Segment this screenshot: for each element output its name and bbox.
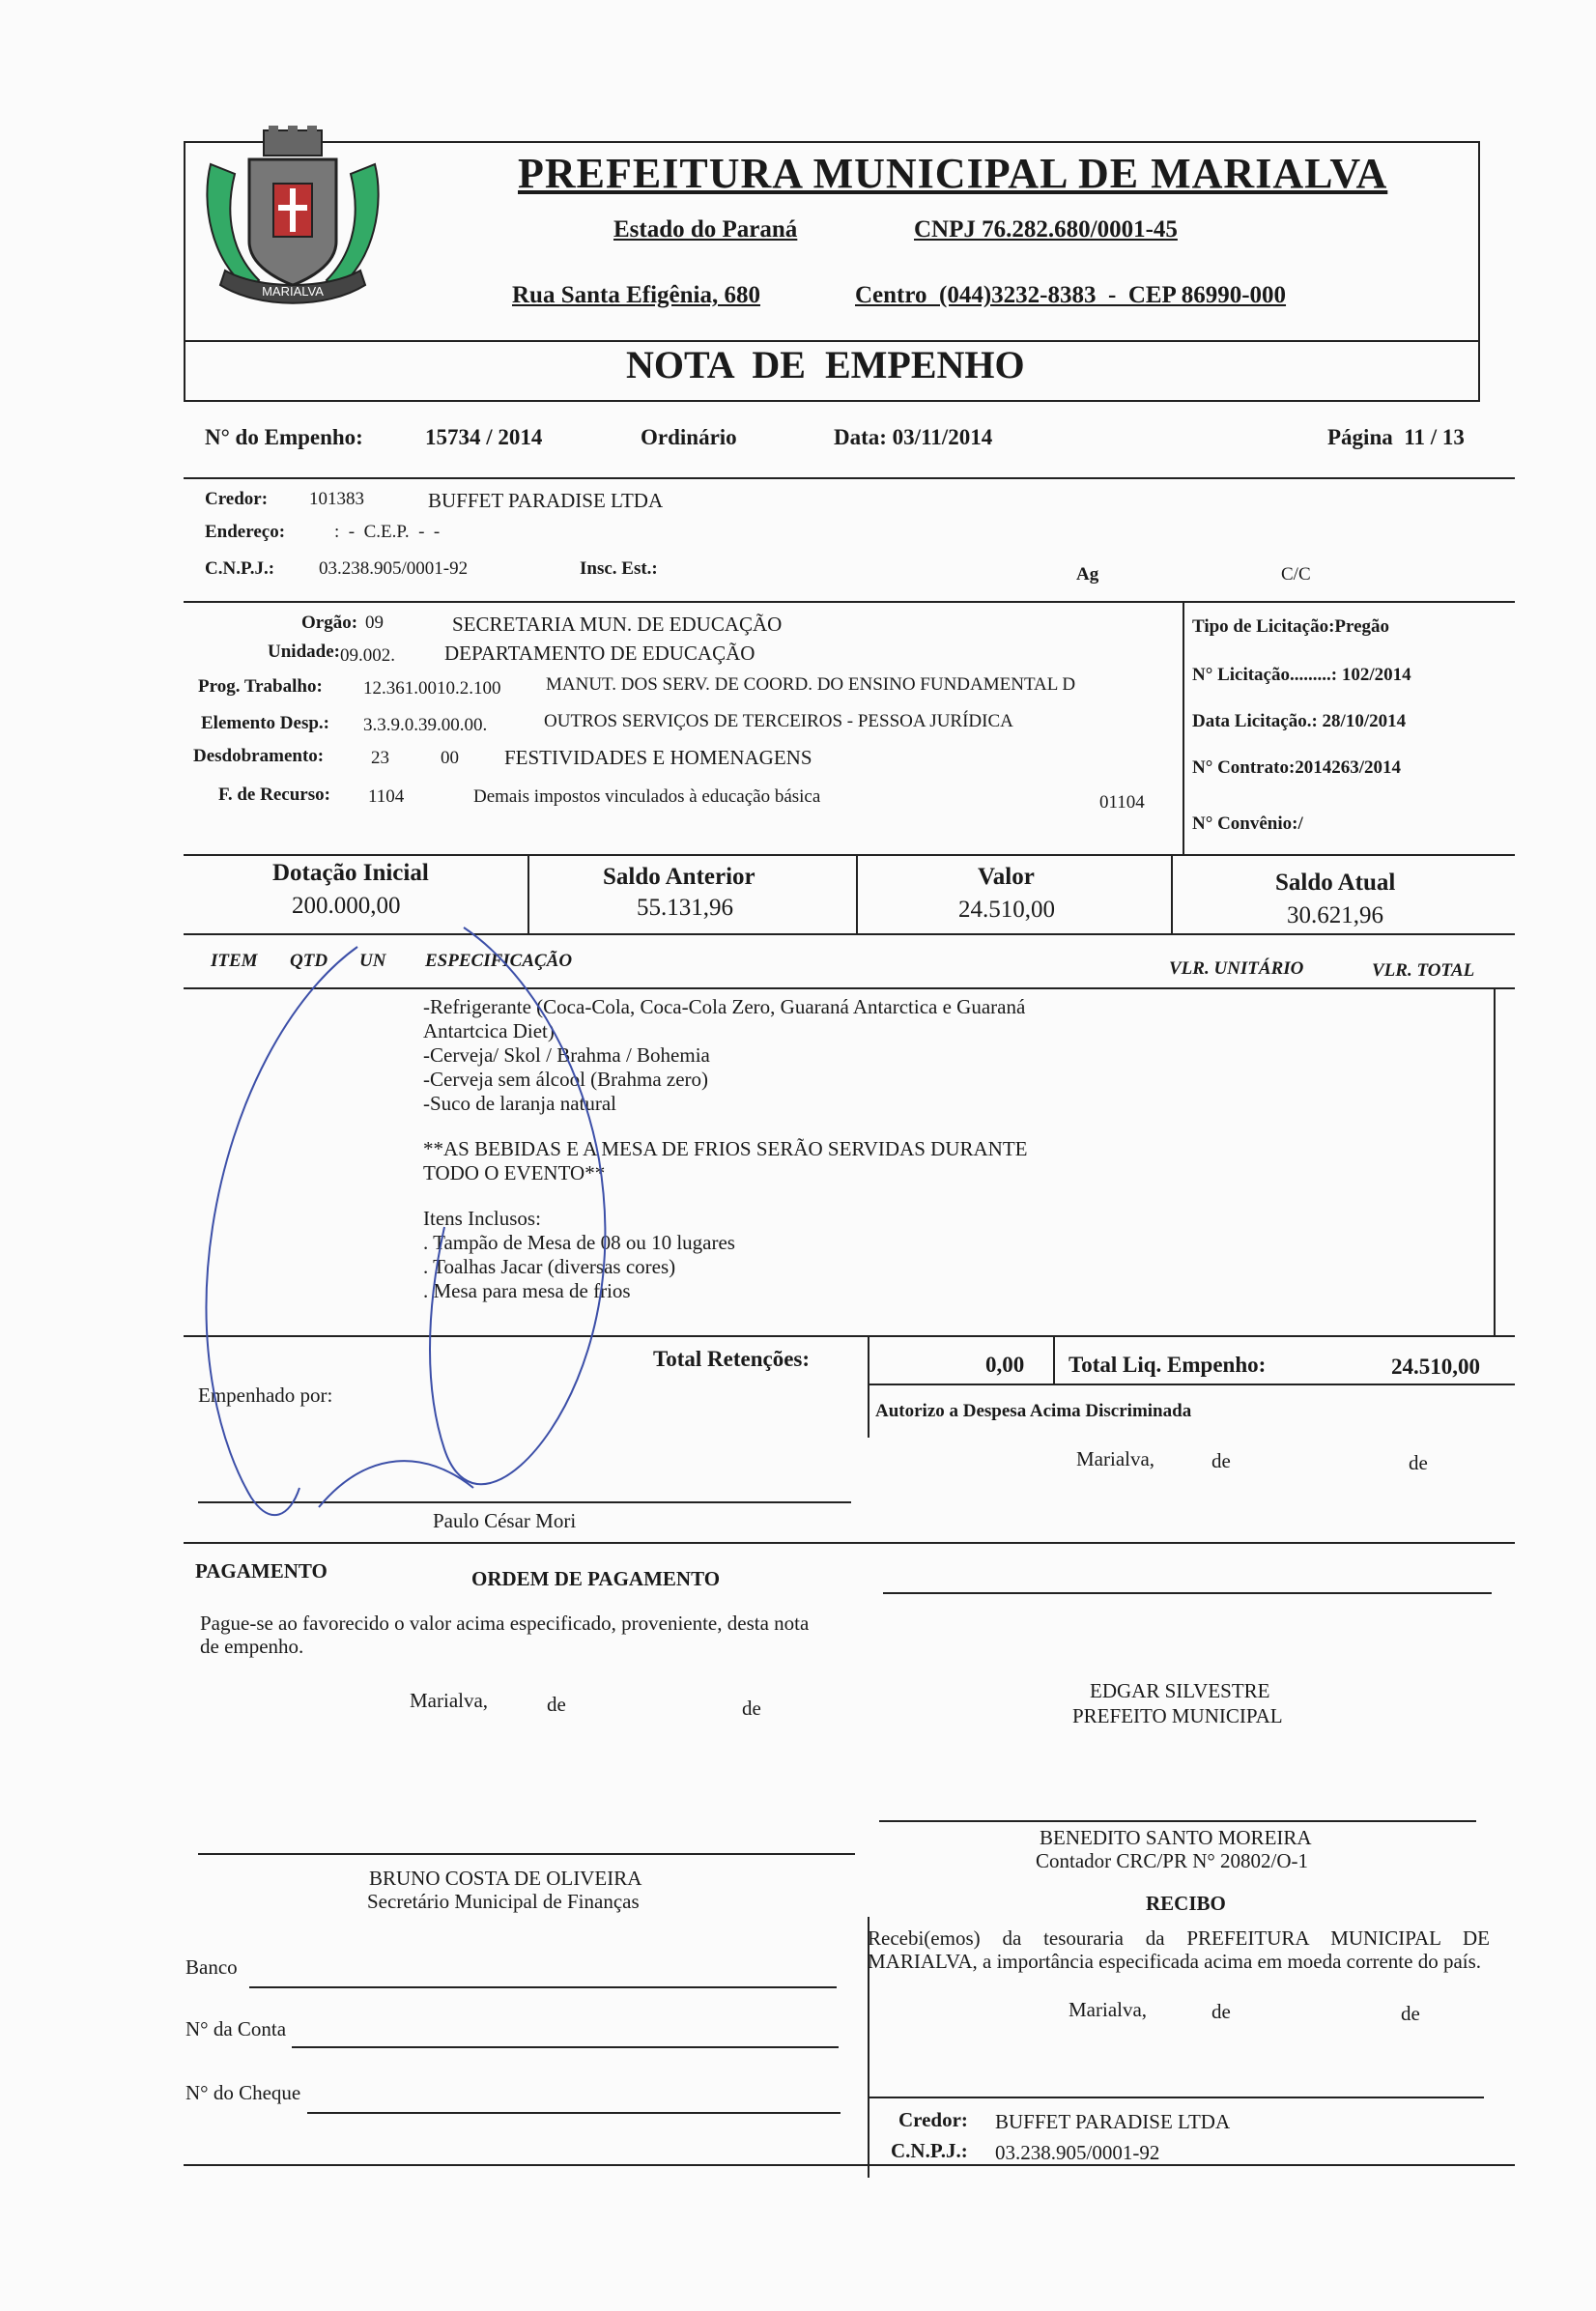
spec-line: -Cerveja/ Skol / Brahma / Bohemia bbox=[423, 1043, 710, 1067]
dotacao-value: 200.000,00 bbox=[292, 893, 401, 919]
header-cnpj: CNPJ 76.282.680/0001-45 bbox=[914, 216, 1178, 243]
spec-line: . Mesa para mesa de frios bbox=[423, 1279, 631, 1302]
spec-line: Itens Inclusos: bbox=[423, 1207, 541, 1230]
recurso-label: F. de Recurso: bbox=[218, 785, 330, 805]
document-title: NOTA DE EMPENHO bbox=[626, 343, 1025, 386]
elem-label: Elemento Desp.: bbox=[201, 713, 329, 733]
endereco-label: Endereço: bbox=[205, 522, 286, 542]
divider bbox=[1494, 987, 1496, 1335]
banco-label: Banco bbox=[185, 1955, 238, 1979]
fill-line bbox=[292, 2046, 839, 2048]
dotacao-label: Dotação Inicial bbox=[272, 860, 429, 886]
recibo-credor-label: Credor: bbox=[898, 2108, 968, 2131]
prog-label: Prog. Trabalho: bbox=[198, 676, 323, 697]
elem-name: OUTROS SERVIÇOS DE TERCEIROS - PESSOA JURÍDICA bbox=[544, 711, 1013, 731]
prog-code: 12.361.0010.2.100 bbox=[363, 678, 501, 699]
header-state: Estado do Paraná bbox=[613, 216, 798, 243]
divider bbox=[868, 1384, 1515, 1385]
insc-est-label: Insc. Est.: bbox=[580, 558, 658, 579]
col-especificacao: ESPECIFICAÇÃO bbox=[425, 951, 573, 971]
recibo-text: Recebi(emos) da tesouraria da PREFEITURA MUNICIPAL DE MARIALVA, a importância especificada acima em moeda corrente do país. bbox=[868, 1926, 1490, 1973]
spec-line: . Tampão de Mesa de 08 ou 10 lugares bbox=[423, 1231, 735, 1254]
empenho-type: Ordinário bbox=[641, 425, 737, 449]
credor-name: BUFFET PARADISE LTDA bbox=[428, 489, 664, 512]
col-item: ITEM bbox=[211, 951, 258, 971]
secretario-title: Secretário Municipal de Finanças bbox=[367, 1890, 640, 1913]
empenho-number-label: N° do Empenho: bbox=[205, 425, 363, 449]
spec-line: . Toalhas Jacar (diversas cores) bbox=[423, 1255, 676, 1278]
page-number: Página 11 / 13 bbox=[1327, 425, 1465, 449]
de-label: de bbox=[547, 1693, 566, 1716]
divider bbox=[856, 854, 858, 933]
recibo-title: RECIBO bbox=[1146, 1892, 1226, 1915]
spec-line: -Suco de laranja natural bbox=[423, 1092, 616, 1115]
prefeito-title: PREFEITO MUNICIPAL bbox=[1072, 1704, 1283, 1727]
cheque-label: N° do Cheque bbox=[185, 2081, 301, 2104]
signer-name: Paulo César Mori bbox=[433, 1509, 577, 1532]
numero-convenio: N° Convênio:/ bbox=[1192, 813, 1303, 834]
spec-line: -Refrigerante (Coca-Cola, Coca-Cola Zero, Guaraná Antarctica e Guaraná bbox=[423, 995, 1026, 1018]
unidade-label: Unidade: bbox=[268, 642, 340, 662]
spec-line: TODO O EVENTO** bbox=[423, 1161, 606, 1184]
col-vlr-total: VLR. TOTAL bbox=[1372, 960, 1475, 981]
divider bbox=[184, 601, 1515, 603]
contador-name: BENEDITO SANTO MOREIRA bbox=[1040, 1826, 1312, 1849]
header-address: Rua Santa Efigênia, 680 bbox=[512, 282, 760, 308]
marialva-label: Marialva, bbox=[1076, 1447, 1155, 1470]
divider bbox=[868, 1335, 869, 1438]
credor-code: 101383 bbox=[309, 489, 364, 509]
spec-line: -Cerveja sem álcool (Brahma zero) bbox=[423, 1068, 709, 1091]
saldo-atual-label: Saldo Atual bbox=[1275, 870, 1396, 896]
conta-label: N° da Conta bbox=[185, 2017, 287, 2040]
elem-code: 3.3.9.0.39.00.00. bbox=[363, 715, 488, 735]
saldo-atual-value: 30.621,96 bbox=[1287, 902, 1383, 928]
fill-line bbox=[249, 1986, 837, 1988]
cnpj-value: 03.238.905/0001-92 bbox=[319, 558, 469, 579]
contador-title: Contador CRC/PR N° 20802/O-1 bbox=[1036, 1849, 1309, 1872]
cc-label: C/C bbox=[1281, 564, 1311, 585]
divider bbox=[1053, 1335, 1055, 1384]
unidade-name: DEPARTAMENTO DE EDUCAÇÃO bbox=[444, 642, 755, 665]
orgao-name: SECRETARIA MUN. DE EDUCAÇÃO bbox=[452, 613, 783, 636]
col-qtd: QTD bbox=[290, 951, 328, 971]
coat-of-arms-icon bbox=[191, 126, 394, 319]
header-title: PREFEITURA MUNICIPAL DE MARIALVA bbox=[518, 150, 1388, 197]
header-district-phone-cep: Centro (044)3232-8383 - CEP 86990-000 bbox=[855, 282, 1287, 308]
valor-label: Valor bbox=[978, 864, 1035, 890]
retencoes-label: Total Retenções: bbox=[653, 1347, 811, 1371]
recibo-credor: BUFFET PARADISE LTDA bbox=[995, 2110, 1231, 2133]
signature-line bbox=[198, 1853, 855, 1855]
retencoes-value: 0,00 bbox=[985, 1353, 1025, 1377]
handwritten-signature bbox=[174, 908, 676, 1546]
de-label: de bbox=[1409, 1451, 1428, 1474]
de-label: de bbox=[1211, 2000, 1231, 2023]
pagamento-label: PAGAMENTO bbox=[195, 1559, 328, 1583]
unidade-code: 09.002. bbox=[340, 645, 395, 666]
ag-label: Ag bbox=[1076, 564, 1099, 585]
de-label: de bbox=[1401, 2002, 1420, 2025]
endereco-value: : - C.E.P. - - bbox=[334, 522, 441, 542]
fill-line bbox=[307, 2112, 841, 2114]
liq-label: Total Liq. Empenho: bbox=[1069, 1353, 1267, 1377]
signature-line bbox=[869, 2097, 1484, 2098]
saldo-anterior-value: 55.131,96 bbox=[637, 895, 733, 921]
recurso-code: 1104 bbox=[368, 786, 405, 807]
secretario-name: BRUNO COSTA DE OLIVEIRA bbox=[369, 1867, 642, 1890]
numero-licitacao: N° Licitação.........: 102/2014 bbox=[1192, 665, 1411, 685]
recurso-extra: 01104 bbox=[1099, 792, 1145, 813]
marialva-label: Marialva, bbox=[1069, 1998, 1148, 2021]
divider bbox=[184, 477, 1515, 479]
valor-value: 24.510,00 bbox=[958, 897, 1055, 923]
autorizo-text: Autorizo a Despesa Acima Discriminada bbox=[875, 1401, 1192, 1421]
ordem-pagamento-label: ORDEM DE PAGAMENTO bbox=[471, 1567, 721, 1590]
liq-value: 24.510,00 bbox=[1391, 1355, 1480, 1379]
desd-code1: 23 bbox=[371, 748, 389, 768]
col-un: UN bbox=[359, 951, 386, 971]
recibo-cnpj-label: C.N.P.J.: bbox=[891, 2139, 968, 2162]
signature-line bbox=[879, 1820, 1476, 1822]
recibo-cnpj: 03.238.905/0001-92 bbox=[995, 2141, 1160, 2164]
divider bbox=[184, 2164, 1515, 2166]
de-label: de bbox=[742, 1697, 761, 1720]
marialva-label: Marialva, bbox=[410, 1689, 489, 1712]
saldo-anterior-label: Saldo Anterior bbox=[603, 864, 755, 890]
data-licitacao: Data Licitação.: 28/10/2014 bbox=[1192, 711, 1407, 731]
col-vlr-unitario: VLR. UNITÁRIO bbox=[1169, 958, 1304, 979]
orgao-code: 09 bbox=[365, 613, 384, 633]
numero-contrato: N° Contrato:2014263/2014 bbox=[1192, 757, 1402, 778]
spec-line: **AS BEBIDAS E A MESA DE FRIOS SERÃO SERVIDAS DURANTE bbox=[423, 1137, 1028, 1160]
desd-name: FESTIVIDADES E HOMENAGENS bbox=[504, 746, 812, 769]
de-label: de bbox=[1211, 1449, 1231, 1472]
divider bbox=[1183, 601, 1184, 854]
pagamento-text: Pague-se ao favorecido o valor acima especificado, proveniente, desta nota de empenho. bbox=[200, 1612, 810, 1658]
spec-line: Antartcica Diet) bbox=[423, 1019, 555, 1042]
prefeito-name: EDGAR SILVESTRE bbox=[1090, 1679, 1270, 1702]
divider bbox=[1171, 854, 1173, 933]
orgao-label: Orgão: bbox=[301, 613, 358, 633]
empenho-date: Data: 03/11/2014 bbox=[834, 425, 993, 449]
signature-line bbox=[883, 1592, 1492, 1594]
svg-text:MARIALVA: MARIALVA bbox=[262, 284, 324, 299]
credor-label: Credor: bbox=[205, 489, 269, 509]
prog-name: MANUT. DOS SERV. DE COORD. DO ENSINO FUNDAMENTAL D bbox=[546, 674, 1076, 695]
tipo-licitacao: Tipo de Licitação:Pregão bbox=[1192, 616, 1390, 637]
empenhado-por-label: Empenhado por: bbox=[198, 1384, 333, 1407]
empenho-number: 15734 / 2014 bbox=[425, 425, 543, 449]
divider bbox=[184, 854, 1515, 856]
desd-code2: 00 bbox=[441, 748, 459, 768]
recurso-name: Demais impostos vinculados à educação básica bbox=[473, 786, 821, 807]
desd-label: Desdobramento: bbox=[193, 746, 325, 766]
cnpj-label: C.N.P.J.: bbox=[205, 558, 275, 579]
